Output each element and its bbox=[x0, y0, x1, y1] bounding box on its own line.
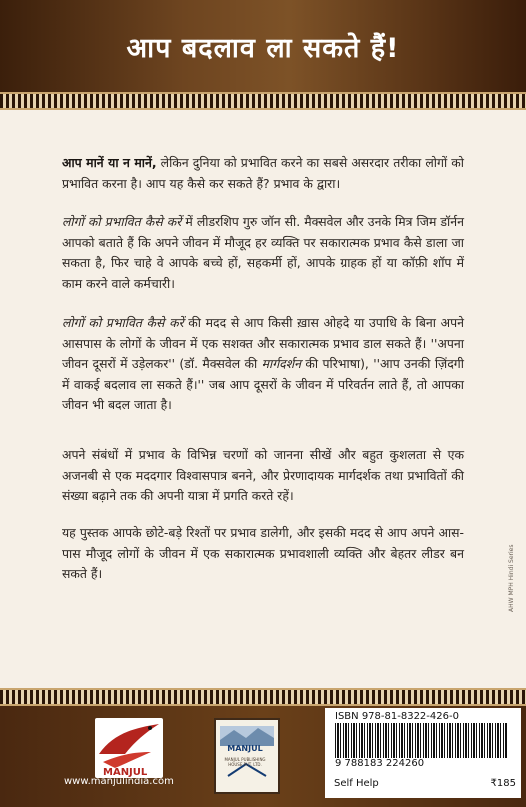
paragraph-4-text: अपने संबंधों में प्रभाव के विभिन्न चरणों को जानना सीखें और बहुत कुशलता से एक अजनबी से एक मददगार विश्वासपात्र बनने, और प्रेरणादायक मार्गदर्शक तथा प्रभावितों की संख्या बढ़ाने तक की अपनी यात्रा में प्रगति करते रहें। bbox=[62, 447, 464, 503]
category-label: Self Help bbox=[334, 778, 379, 789]
decorative-border-top bbox=[0, 92, 526, 110]
paragraph-3 bbox=[62, 313, 464, 416]
paragraph-3-text-a: की मदद से आप किसी ख़ास ओहदे या उपाधि के बिना अपने आसपास के लोगों के जीवन में एक सशक्त और सकारात्मक प्रभाव डाल सकते हैं। ''अपना जीवन दूसरों में उड़ेलकर'' (डॉ. मैक्सवेल की bbox=[62, 315, 464, 371]
category-price-row bbox=[334, 778, 516, 792]
price-label: ₹185 bbox=[490, 778, 516, 789]
paragraph-5-text: यह पुस्तक आपके छोटे-बड़े रिश्तों पर प्रभाव डालेगी, और इसकी मदद से आप अपने आस-पास मौजूद लोगों के जीवन में एक सकारात्मक प्रभावशाली व्यक्ति और बेहतर लीडर बन सकते हैं। bbox=[62, 525, 464, 581]
paragraph-1 bbox=[62, 153, 464, 194]
page-title: आप बदलाव ला सकते हैं! bbox=[126, 33, 400, 64]
isbn-number: ISBN 978-81-8322-426-0 bbox=[335, 711, 459, 722]
publisher-badge-subtitle: MANJUL PUBLISHING HOUSE PVT. LTD. bbox=[224, 757, 266, 767]
manjul-logo-text: MANJUL bbox=[103, 767, 148, 778]
paragraph-4 bbox=[62, 445, 464, 507]
publisher-badge bbox=[214, 718, 280, 794]
series-side-text: AHW MPH Hindi Series bbox=[508, 544, 515, 612]
decorative-border-bottom bbox=[0, 688, 526, 706]
publisher-badge-icon bbox=[216, 720, 278, 792]
paragraph-3-lead: लोगों को प्रभावित कैसे करें bbox=[62, 315, 184, 330]
barcode-graphic bbox=[335, 723, 507, 758]
paragraph-5 bbox=[62, 523, 464, 585]
website-link[interactable]: www.manjulindia.com bbox=[64, 776, 174, 787]
barcode-digits: 9 788183 224260 bbox=[335, 758, 425, 769]
paragraph-3-text-b: की परिभाषा), ''आप उनकी ज़िंदगी में वाकई बदलाव ला सकते हैं।'' जब आप दूसरों के जीवन में परिवर्तन लाते हैं, तो आपका जीवन भी बदल जाता है। bbox=[62, 356, 464, 412]
paragraph-2-lead: लोगों को प्रभावित कैसे करें bbox=[62, 214, 182, 229]
paragraph-1-lead: आप मानें या न मानें, bbox=[62, 155, 157, 170]
paragraph-3-italic-mid: मार्गदर्शन bbox=[261, 356, 302, 371]
paragraph-1-text: लेकिन दुनिया को प्रभावित करने का सबसे असरदार तरीका लोगों को प्रभावित करना है। आप यह कैसे कर सकते हैं? प्रभाव के द्वारा। bbox=[62, 155, 464, 191]
publisher-badge-title: MANJUL bbox=[227, 744, 263, 753]
paragraph-2-text: में लीडरशिप गुरु जॉन सी. मैक्सवेल और उनके मित्र जिम डॉर्नन आपको बताते हैं कि अपने जीवन में मौजूद हर व्यक्ति पर सकारात्मक प्रभाव कैसे डाला जा सकता है, फिर चाहे वे आपके बच्चे हों, सहकर्मी हों, आपके ग्राहक हों या कॉफ़ी शॉप में काम करने वाले कर्मचारी। bbox=[62, 214, 464, 291]
paragraph-2 bbox=[62, 212, 464, 294]
